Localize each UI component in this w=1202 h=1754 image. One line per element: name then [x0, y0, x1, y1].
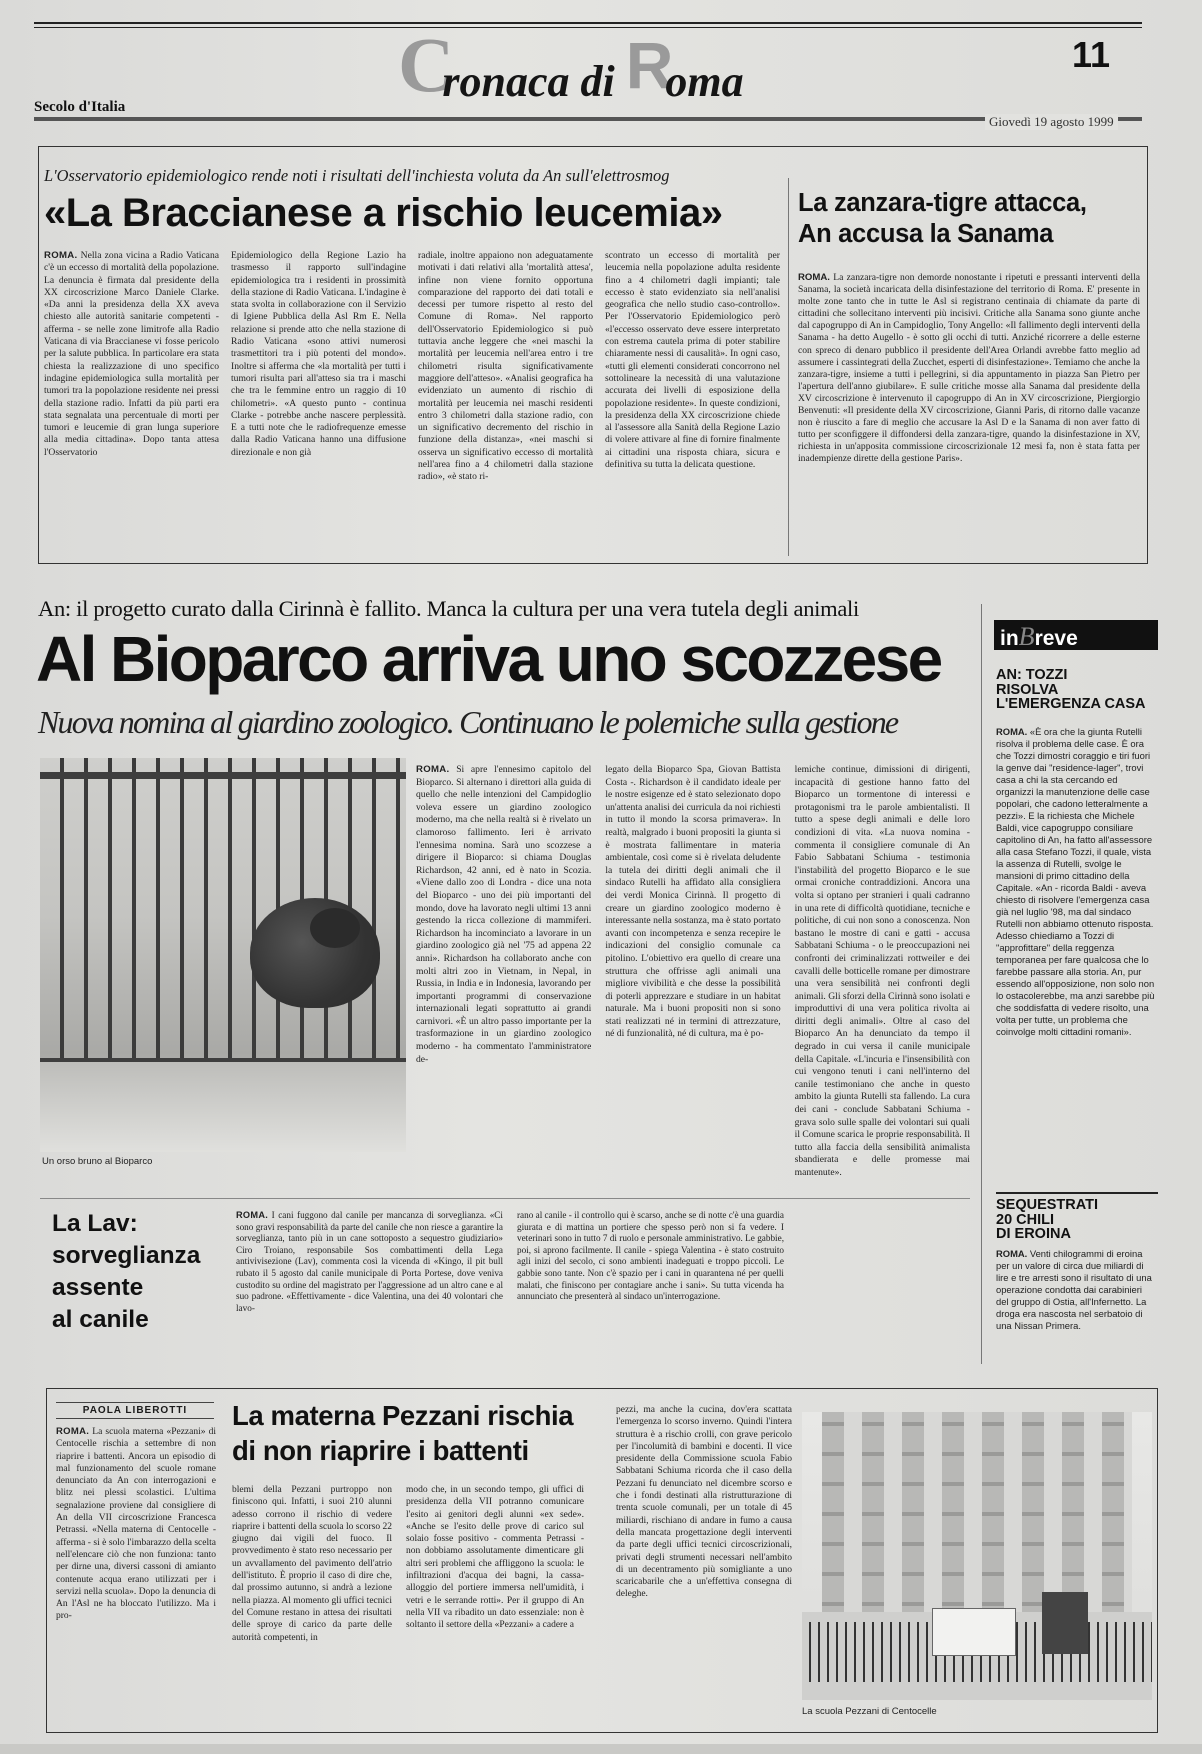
article3-col3: [795, 764, 970, 1192]
brief2-body: [996, 1248, 1156, 1366]
ground: [40, 1062, 406, 1152]
brief2-headline: [996, 1198, 1156, 1242]
lav-top-rule: [40, 1198, 970, 1199]
article2-headline-line1: La zanzara-tigre attacca,: [798, 189, 1087, 217]
article1-dateline: ROMA.: [44, 250, 78, 261]
article3-col1-text: Si apre l'ennesimo capitolo del Bioparco. Si alternano i direttori alla guida di quello che nelle intenzioni del Campidoglio voleva essere un giardino zoologico moderno, ma che nella realtà si è rivelato un clamoroso fallimento. Ieri è arrivato l'ennesima nomina. Sarà uno scozzese a dirigere il Bioparco: si chiama Douglas Richardson, 42 anni, ed è nato in Scozia. «Viene dallo zoo di Londra - dice una nota del Bioparco - uno dei più importanti del mondo, dove ha lavorato negli ultimi 13 anni gestendo la ricca collezione di mammiferi. Richardson ha incominciato a lavorare in un giardino zoologico già nel '75 ad appena 22 anni». Richardson ha collaborato anche con molti altri zoo in Vietnam, in Nepal, in Russia, in India e in Indonesia, lavorando per importanti programmi di conservazione internazionali legati soprattutto ai grandi carnivori. «È un altro passo importante per la trasformazione in un giardino zoologico moderno - ha commentato l'amministratore de-: [416, 764, 592, 1065]
article2-dateline: ROMA.: [798, 272, 830, 283]
article4-headline-line2: sorveglianza: [52, 1242, 201, 1269]
article4-headline-line1: La Lav:: [52, 1210, 138, 1237]
in-breve-rest: reve: [1034, 627, 1078, 650]
article3-dateline: ROMA.: [416, 764, 450, 775]
in-breve-label: [994, 620, 1158, 650]
sidebar-divider: [981, 604, 982, 1364]
article2-headline-line2: An accusa la Sanama: [798, 220, 1054, 248]
article1-col4: [605, 250, 780, 556]
article5-headline: [232, 1398, 602, 1468]
top-rule: [34, 22, 1142, 24]
article3-col1: [416, 764, 591, 1192]
brief1-headline-line1: AN: TOZZI: [996, 667, 1068, 683]
newspaper-name: Secolo d'Italia: [34, 99, 126, 115]
brief1-body-text: «È ora che la giunta Rutelli risolva il problema delle case. È ora che Tozzi dimostri coraggio e tiri fuori la genve dai "residence-lager", trovi casa a chi la sta cercando ed organizzi la manutenzione delle case popolari, che cadono letteralmente a pezzi». E la richiesta che Michele Baldi, vice capogruppo consiliare capitolino di An, ha fatto all'assessore alla casa Stefano Tozzi, il quale, vista la assenza di Rutelli, svolge le mansioni di primo cittadino della Capitale. «An - ricorda Baldi - aveva chiesto di risolvere l'emergenza casa già nel luglio '98, ma dal sindaco Rutelli non abbiamo ottenuto risposta. Adesso chiediamo a Tozzi di "approfittare" della reggenza temporanea per fare qualcosa che lo farebbe passare alla storia. An, pur essendo all'opposizione, non solo non lo ostacolerebbe, ma anzi sarebbe più che soddisfatta di vedere risolto, una volta per tutte, un problema che coinvolge molti cittadini romani».: [996, 726, 1155, 1037]
section-initial-c: C: [398, 21, 455, 108]
article4-headline-line3: assente: [52, 1274, 144, 1301]
in-breve-in: in: [1000, 627, 1019, 650]
school-photo-caption: La scuola Pezzani di Centocelle: [802, 1706, 937, 1717]
brief2-headline-line3: DI EROINA: [996, 1226, 1071, 1242]
masthead-rule: [34, 117, 1142, 121]
article5-col4-text: pezzi, ma anche la cucina, dov'era scattata l'emergenza lo scorso inverno. Quindi l'intera struttura è a rischio crolli, con grave pericolo per l'incolumità di bambini e docenti. Il vice presidente della Commissione scuola Fabio Sabbatani Schiuma ricorda che il caso della Pezzani fu denunciato nel dicembre scorso e che i fondi destinati alla ristrutturazione di trenta scuole comunali, per un totale di 45 miliardi, rischiano di andare in fumo a causa della mancata progettazione degli interventi da parte degli uffici tecnici circoscrizionali, privati degli strumenti necessari nell'ambito di un decentramento più somigliante a uno scaricabarile che a un'effettiva consegna di deleghe.: [616, 1405, 792, 1600]
poster: [1042, 1592, 1088, 1654]
protest-banner: [932, 1608, 1016, 1656]
article2-body-text: La zanzara-tigre non demorde nonostante i ripetuti e pressanti interventi della Sanama, la società incaricata della disinfestazione del territorio di Roma. E' presente in molte zone tanto che in tutte le Asl si registrano centinaia di chiamate da parte di cittadini che sollecitano interventi più incisivi. Critiche alla Sanama sono giunte anche dal capogruppo di An in Campidoglio, Tony Angello: «Il fallimento degli interventi della Sanama - ha detto Augello - è sotto gli occhi di tutti. Anziché ricorrere a delle esterne con spreco di denaro pubblico il presidente dell'Area Orlandi avrebbe fatto meglio ad assumere i cassintegrati della Zucchet, esperti di disinfestazione». Temiamo che anche la zanzara-tigre, insieme a tutti i pellegrini, si dia appuntamento in piazza San Pietro per l'apertura dell'anno giubilare». E sulle critiche mosse alla Sanama dal presidente della XV circoscrizione è intervenuto il capogruppo di An in XV circoscrizione, Piergiorgio Benvenuti: «Il presidente della XV circoscrizione, Gianni Paris, di ritorno dalle vacanze non è riuscito a fare di meglio che accusare la Asl D e la Sanama di non aver fatto di tutto per sconfiggere il diffondersi della zanzara-tigre, quando la disinfestazione in XV, richiesta in un'apposita commissione circoscrizionale 12 mesi fa, non è stata fatta per inadempienze dirette della gestione Paris».: [798, 272, 1140, 465]
article4-col2-text: rano al canile - il controllo qui è scarso, anche se di notte c'è una guardia giurata e di mattina un portiere che spesso però non si fa vedere. I veterinari sono in tutto 7 di ruolo e personale amministrativo. Le gabbie, poi, si aprono facilmente. Il canile - spiega Valentina - è stato costruito agli inizi del secolo, ci sono ambienti inadeguati e troppo piccoli. Le gabbie sono tante. Non c'è spazio per i cani in quarantena né per quelli malati, che finiscono per contagiare anche i sani». Su tutta vicenda ha annunciato che presenterà al sindaco un'interrogazione.: [517, 1210, 784, 1302]
article1-col1-text: Nella zona vicina a Radio Vaticana c'è un eccesso di mortalità della popolazione. La denuncia è firmata dal presidente della XX circoscrizione Marco Daniele Clarke. «Da anni la presidenza della XX aveva chiesto alle autorità sanitarie competenti - afferma - se nelle zone limitrofe alla Radio Vaticana di via Braccianese vi fosse pericolo per la salute pubblica. In particolare era stata chiesta la realizzazione di uno specifico indagine epidemiologica sulla mortalità per tumori tra la popolazione residente nei pressi della stazione radio. Infatti da più parti era stata segnalata una percentuale di morti per tumori e leucemie di gran lunga superiore alla media cittadina». Dopo tanta attesa l'Osservatorio: [44, 250, 219, 458]
article2-headline: [798, 188, 1144, 250]
article5-col1-text: La scuola materna «Pezzani» di Centocelle rischia a settembre di non riaprire i battenti. Ancora un episodio di mal funzionamento del scuole romane denunciato da An con interrogazioni e blitz nei plessi scolastici. L'ultima segnalazione proviene dal consigliere di An della VII circoscrizione Francesca Petrassi. «Nella materna di Centocelle - afferma - si è solo l'imbarazzo della scelta nell'elencare ciò che non funziona: tanto per dirne una, diversi cassoni di amianto contenute acqua erano utilizzati per i servizi nella scuola». Dopo la denuncia di An l'Asl ne ha bloccato l'utilizzo. Ma i pro-: [56, 1427, 216, 1622]
article5-col3-text: modo che, in un secondo tempo, gli uffici di presidenza della VII potranno comunicare l'esito ai genitori degli alunni «ex sede». «Anche se l'esito delle prove di carico sul solaio fosse positivo - commenta Petrassi - non dobbiamo assolutamente dimenticare gli altri seri problemi che affliggono la scuola: le infiltrazioni d'acqua dei bagni, la cassa-alloggio del portiere immersa nell'umidità, i vetri e le serrande rotti». Per il gruppo di An nella VII va ribadito un dato essenziale: non è soltanto il settore della «Pezzani» a cadere a: [406, 1485, 584, 1631]
article5-headline-line1: La materna Pezzani rischia: [232, 1400, 574, 1431]
article3-kicker: An: il progetto curato dalla Cirinnà è fallito. Manca la cultura per una vera tutela degli animali: [38, 596, 859, 621]
article1-col1: [44, 250, 219, 556]
article5-dateline: ROMA.: [56, 1426, 90, 1437]
article4-headline: [52, 1208, 222, 1336]
article1-col4-text: scontrato un eccesso di mortalità per leucemia nella popolazione adulta residente fino a 4 chilometri dagli impianti; tale eccesso è stato evidenziato sia nell'analisi geografica che nello studio caso-controllo». Per l'Osservatorio Epidemiologico però «l'eccesso osservato deve essere interpretato con estrema cautela prima di poter stabilire chiaramente nessi di causalità». In ogni caso, «tutti gli elementi considerati concorrono nel sottolineare la necessità di una valutazione accurata dei livelli di esposizione della popolazione residente». In queste condizioni, la presidenza della XX circoscrizione chiede al l'assessore alla Sanità della Regione Lazio di volere attivare al fine di fornire finalmente ai cittadini una risposta chiara, sicura e definitiva su tutta la delicata questione.: [605, 250, 780, 471]
article4-dateline: ROMA.: [236, 1210, 269, 1220]
brief-separator: [996, 1192, 1158, 1194]
article5-col2: [232, 1484, 392, 1726]
article5-headline-line2: di non riaprire i battenti: [232, 1435, 529, 1466]
article3-headline: Al Bioparco arriva uno scozzese: [36, 623, 941, 695]
issue-date: Giovedì 19 agosto 1999: [985, 114, 1118, 130]
article4-col1-text: I cani fuggono dal canile per mancanza di sorveglianza. «Ci sono gravi responsabilità da parte del canile che non riesce a garantire la sorveglianza, tanto più in un cane sottoposto a sequestro giudiziario» Ciro Troiano, responsabile Sos combattimenti della Lega antivivisezione (Lav), commenta così la vicenda di «Kingo, il pit bull rubato il 5 agosto dal canile municipale di Porta Portese, dove veniva custodito su ordine del magistrato per l'aggressione ad un altro cane e al suo padrone. «Effettivamente - dice Valentina, una dei 40 volontari che lavo-: [236, 1210, 503, 1313]
article4-col1: [236, 1210, 503, 1360]
section-title-end: oma: [665, 57, 744, 106]
top-rule-thin: [34, 27, 1142, 28]
article4-headline-line4: al canile: [52, 1306, 149, 1333]
article2-body: [798, 272, 1140, 560]
bear-head: [310, 908, 360, 948]
school-photo: [802, 1412, 1152, 1700]
section-title-mid: ronaca di: [442, 57, 626, 106]
column-divider: [788, 178, 789, 556]
brief1-headline-line2: RISOLVA: [996, 681, 1059, 698]
article1-col2: [231, 250, 406, 556]
section-initial-r: R: [625, 28, 674, 102]
brief1-headline: [996, 668, 1156, 712]
brief2-headline-line1: SEQUESTRATI: [996, 1197, 1099, 1213]
in-breve-b: B: [1018, 622, 1035, 651]
brief1-dateline: ROMA.: [996, 726, 1028, 737]
article5-col2-text: blemi della Pezzani purtroppo non finiscono qui. Infatti, i suoi 210 alunni adesso corrono il rischio di vedere riaprire i battenti della scuola lo scorso 22 giugno dai vigili del fuoco. Il provvedimento è stato reso necessario per un avvallamento del pavimento dell'atrio dell'istituto. È proprio il caso di dire che, dal prossimo autunno, si andrà a lezione nella piazza. Al momento gli uffici tecnici del Comune restano in attesa dei risultati delle sproye di carico da parte delle autorità competenti, in: [232, 1485, 392, 1643]
brief2-headline-line2: 20 CHILI: [996, 1211, 1055, 1228]
brief1-body: [996, 726, 1156, 1188]
section-title: [398, 21, 744, 108]
page-number: 11: [1072, 34, 1111, 75]
article3-col2-text: legato della Bioparco Spa, Giovan Battista Costa -. Richardson è il candidato ideale per le nostre esigenze ed è stato selezionato dopo un'attenta analisi dei curricula da noi richiesti in tutto il mondo la scorsa primavera». In realtà, malgrado i buoni propositi la giunta si è mostrata fallimentare in materia ambientale, così come si è rivelata deludente la tutela dei diritti degli animali che il sindaco Rutelli ha affidato alla consigliera dei verdi Monica Cirinnà. Il progetto di creare un giardino zoologico moderno è interessante nella sostanza, ma è stato portato avanti con incompetenza e senza recepire le indicazioni del consiglio comunale ca pitolino. L'obiettivo era quello di creare una struttura che offrisse agli animali una migliore vivibilità e che desse la possibilità di poterli apprezzare e studiare in un habitat naturale. Ma i buoni propositi non si sono stati realizzati né in termini di attrezzature, né di funzionalità, né di cultura, ma è po-: [605, 764, 781, 1040]
article1-col3-text: radiale, inoltre appaiono non adeguatamente motivati i dati relativi alla 'mortalità attesa', infine non viene fornito opportuna comparazione del rapporto dei dati totali e decessi per tumore rispetto al resto del Comune di Roma». Nel rapporto dell'Osservatorio Epidemiologico si può tuttavia anche leggere che «nei maschi la mortalità per leucemia nell'area entro i tre chilometri risulta significativamente maggiore dell'atteso». «Analisi geografica ha evidenziato un aumento di rischio di mortalità per leucemia nei maschi residenti entro 3 chilometri dalla stazione radio, con un significativo decremento del rischio in funzione della distanza», «nei maschi si osserva un significativo eccesso di mortalità nell'area fino a 4 chilometri dalla stazione radio», «è stato ri-: [418, 250, 593, 483]
article5-byline: PAOLA LIBEROTTI: [56, 1402, 214, 1419]
brief1-headline-line3: L'EMERGENZA CASA: [996, 696, 1146, 712]
article4-col2: [517, 1210, 784, 1360]
bear-photo: [40, 758, 406, 1152]
article3-col3-text: lemiche continue, dimissioni di dirigenti, incapacità di gestione hanno fatto del Bioparco un tormentone di interessi e protagonismi tra le parole ambientalisti. Il tutto a spese degli animali e delle loro condizioni di vita. «La nuova nomina - commenta il consigliere comunale di An Fabio Sabbatani Schiuma - testimonia l'instabilità del progetto Bioparco e le sue ormai croniche contraddizioni. Ancora una volta si optano per stranieri i quali cadranno in una rete di difficoltà quotidiane, tecniche e politiche, di cui non sono a conoscenza. Non bastano le mostre di cani e gatti - accusa Sabbatani Schiuma - o le preoccupazioni nei confronti dei criminalizzati rottweiler e dei cavalli delle botticelle romane per dimostrare una vera sensibilità nei confronti degli animali. Gli sforzi della Cirinnà sono isolati e improduttivi di una vera politica rivolta ai diritti degli animali». Oltre al caso del Bioparco An ha denunciato da tempo il degrado in cui versa il canile municipale della Capitale. «L'incuria e l'insensibilità con cui vengono tenuti i cani nell'interno del canile testimoniano che anche in questo ambito la giunta Rutelli sta fallendo. La cura dei cani - conclude Sabbatani Schiuma - grava solo sulle spalle dei volontari sui quali il Comune scarica le proprie responsabilità. Il tutto alla faccia della sensibilità animalista sbandierata e delle promesse mai mantenute».: [794, 764, 970, 1178]
article1-body: [44, 250, 780, 556]
page-bottom-edge: [0, 1744, 1202, 1754]
article1-col2-text: Epidemiologico della Regione Lazio ha trasmesso il rapporto sull'indagine epidemiologica tra i residenti in prossimità della stazione di Radio Vaticana. L'indagine è stata svolta in collaborazione con il Servizio di Igiene Pubblica della Asl Rm E. Nella relazione si prende atto che nella stazione di Radio Vaticana «sono attivi numerosi trasmettitori tra i più potenti del mondo». Inoltre si afferma che «la mortalità per tutti i tumori risulta pari all'atteso sia tra i maschi che tra le femmine entro un raggio di 10 chilometri». «A questo punto - continua Clarke - potrebbe anche nascere perplessità. E a tutti note che le radiofrequenze emesse dalla Radio Vaticana hanno una diffusione direzionale e non già: [231, 250, 406, 458]
article1-col3: [418, 250, 593, 556]
article4-body: [236, 1210, 784, 1360]
article5-col4: [616, 1404, 792, 1726]
cage-top-rail: [40, 772, 406, 779]
brief2-body-text: Venti chilogrammi di eroina per un valore di circa due miliardi di lire e tre arresti sono il risultato di una operazione condotta dai carabinieri del gruppo di Ostia, all'Infernetto. La droga era nascosta nel serbatoio di una Nissan Primera.: [996, 1248, 1152, 1331]
bear-photo-caption: Un orso bruno al Bioparco: [42, 1156, 153, 1167]
article1-headline: «La Braccianese a rischio leucemia»: [44, 191, 723, 235]
article1-kicker: L'Osservatorio epidemiologico rende noti i risultati dell'inchiesta voluta da An sull'elettrosmog: [44, 166, 670, 185]
article5-col1: [56, 1426, 216, 1726]
article3-body: [416, 764, 970, 1192]
article3-deck: Nuova nomina al giardino zoologico. Continuano le polemiche sulla gestione: [38, 704, 898, 740]
brief2-dateline: ROMA.: [996, 1248, 1028, 1259]
article3-col2: [605, 764, 780, 1192]
article5-col3: [406, 1484, 584, 1726]
